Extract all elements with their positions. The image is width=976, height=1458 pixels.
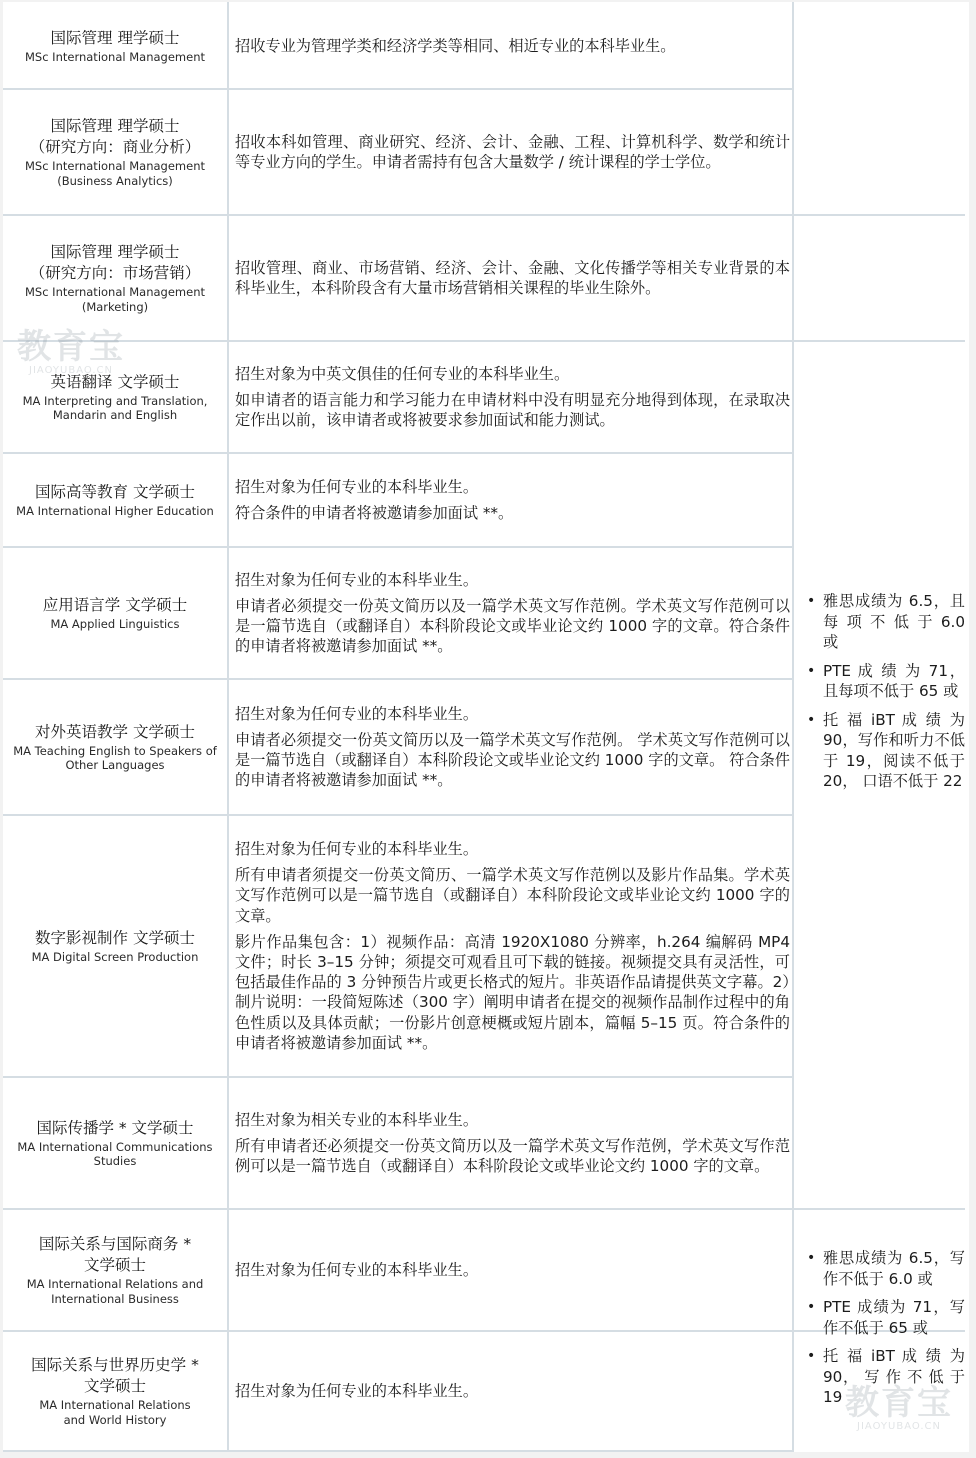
requirement-text: 招生对象为中英文俱佳的任何专业的本科毕业生。 bbox=[235, 364, 570, 383]
language-requirement-item: • 雅思成绩为 6.5，写作不低于 6.0 或 bbox=[807, 1249, 965, 1288]
bullet-icon: • bbox=[807, 1348, 816, 1364]
requirements-cell bbox=[235, 1208, 790, 1332]
requirement-text: 招生对象为任何专业的本科毕业生。 bbox=[235, 704, 478, 723]
language-requirement-item: • 托 福 iBT 成 绩 为 90，写作和听力不低于 19，阅读不低于 20， 口语不低于 22 bbox=[807, 710, 965, 790]
program-name-cn: 应用语言学 文学硕士 bbox=[42, 595, 188, 614]
requirements-cell bbox=[235, 88, 790, 216]
language-requirement-item: • PTE 成绩为 71，写作不低于 65 或 bbox=[807, 1298, 965, 1337]
requirement-text: 申请者必须提交一份英文简历以及一篇学术英文写作范例。学术英文写作范例可以是一篇节选自（或翻译自）本科阶段论文或毕业论文约 1000 字的文章。符合条件的申请者将被邀请参加面试 **。 bbox=[235, 596, 790, 656]
requirement-text: 招收管理、商业、市场营销、经济、会计、金融、文化传播学等相关专业背景的本科毕业生，本科阶段含有大量市场营销相关课程的毕业生除外。 bbox=[235, 258, 790, 297]
program-name-cn: 数字影视制作 文学硕士 bbox=[35, 928, 195, 947]
program-name-cn: 国际关系与国际商务 * 文学硕士 bbox=[38, 1235, 192, 1274]
requirements-cell bbox=[235, 678, 790, 816]
program-name-cn: 国际管理 理学硕士 （研究方向：市场营销） bbox=[29, 243, 201, 282]
requirement-text: 符合条件的申请者将被邀请参加面试 **。 bbox=[235, 504, 514, 522]
program-name-en: MA International Higher Education bbox=[16, 503, 214, 518]
program-name-cell bbox=[3, 340, 227, 454]
bullet-icon: • bbox=[807, 662, 816, 679]
program-name-cell bbox=[3, 1330, 227, 1452]
program-name-en: MA Teaching English to Speakers of Other Languages bbox=[13, 743, 217, 772]
program-name-cn: 国际传播学 * 文学硕士 bbox=[36, 1118, 194, 1137]
program-name-cell bbox=[3, 2, 227, 90]
admission-requirements-table bbox=[3, 2, 969, 1452]
program-name-en: MSc International Management (Marketing) bbox=[24, 285, 205, 314]
program-name-en: MA International Communications Studies bbox=[17, 1139, 213, 1168]
bullet-icon: • bbox=[807, 711, 816, 728]
requirement-text: 招收专业为管理学类和经济学类等相同、相近专业的本科毕业生。 bbox=[235, 36, 676, 55]
requirement-text: 招收本科如管理、商业研究、经济、会计、金融、工程、计算机科学、数学和统计等专业方向的学生。申请者需持有包含大量数学 / 统计课程的学士学位。 bbox=[235, 132, 790, 171]
requirements-cell bbox=[235, 814, 790, 1078]
program-name-cell bbox=[3, 88, 227, 216]
program-name-cell bbox=[3, 546, 227, 680]
language-requirements-cell bbox=[799, 1248, 965, 1416]
requirements-cell bbox=[235, 452, 790, 548]
program-name-cn: 国际管理 理学硕士 （研究方向：商业分析） bbox=[29, 117, 201, 156]
requirement-text: 招生对象为任何专业的本科毕业生。 bbox=[235, 839, 478, 858]
program-name-cell bbox=[3, 452, 227, 548]
bullet-icon: • bbox=[807, 1299, 816, 1315]
requirement-text: 所有申请者须提交一份英文简历、一篇学术英文写作范例以及影片作品集。学术英文写作范例可以是一篇节选自（或翻译自）本科阶段论文或毕业论文约 1000 字的文章。 bbox=[235, 866, 790, 925]
requirement-text: 招生对象为任何专业的本科毕业生。 bbox=[235, 477, 478, 496]
requirement-text: 招生对象为任何专业的本科毕业生。 bbox=[235, 1381, 478, 1400]
bullet-icon: • bbox=[807, 593, 816, 609]
program-name-cn: 国际关系与世界历史学 * 文学硕士 bbox=[31, 1356, 199, 1395]
program-name-en: MA Digital Screen Production bbox=[31, 949, 199, 964]
requirements-cell bbox=[235, 2, 790, 90]
requirement-text: 申请者必须提交一份英文简历以及一篇学术英文写作范例。 学术英文写作范例可以是一篇节选自（或翻译自）本科阶段论文或毕业论文约 1000 字的文章。 符合条件的申请者将被邀请参加面试 **。 bbox=[235, 730, 790, 790]
program-name-cell bbox=[3, 1208, 227, 1332]
program-name-en: MA International Relations and World History bbox=[39, 1398, 191, 1427]
requirements-cell bbox=[235, 1330, 790, 1452]
program-name-en: MSc International Management (Business Analytics) bbox=[24, 159, 205, 188]
program-name-cn: 国际高等教育 文学硕士 bbox=[35, 482, 195, 501]
language-requirement-item: • PTE 成 绩 为 71，且每项不低于 65 或 bbox=[807, 661, 965, 700]
program-name-cell bbox=[3, 1076, 227, 1210]
bullet-icon: • bbox=[807, 1250, 816, 1266]
program-name-en: MA Interpreting and Translation, Mandarin and English bbox=[22, 393, 208, 422]
program-name-en: MA International Relations and International Business bbox=[26, 1277, 204, 1306]
program-name-en: MA Applied Linguistics bbox=[50, 616, 180, 631]
program-name-cell bbox=[3, 814, 227, 1078]
language-requirement-item: • 托 福 iBT 成 绩 为 90， 写 作 不 低 于 19 bbox=[807, 1347, 965, 1406]
requirement-text: 所有申请者还必须提交一份英文简历以及一篇学术英文写作范例，学术英文写作范例可以是一篇节选自（或翻译自）本科阶段论文或毕业论文约 1000 字的文章。 bbox=[235, 1136, 790, 1176]
program-name-cn: 对外英语教学 文学硕士 bbox=[35, 722, 195, 741]
watermark-logo: 教育宝 JIAOYUBAO.CN bbox=[845, 1383, 953, 1432]
requirement-text: 招生对象为任何专业的本科毕业生。 bbox=[235, 570, 478, 589]
language-requirements-cell bbox=[799, 591, 965, 800]
program-name-cell bbox=[3, 214, 227, 342]
requirement-text: 影片作品集包含：1）视频作品：高清 1920X1080 分辨率，h.264 编解码 MP4 文件；时长 3–15 分钟；须提交可观看且可下载的链接。视频提交具有灵活性，可包括最佳作品的 3 分钟预告片或更长格式的短片。非英语作品请提供英文字幕。2）制片说明：一段简短陈述（300 字）阐明申请者在提交的视频作品制作过程中的角色性质以及具体贡献；一份影片创意梗概或短片剧本，篇幅 5–15 页。符合条件的申请者将被邀请参加面试 **。 bbox=[235, 932, 790, 1052]
requirement-text: 如申请者的语言能力和学习能力在申请材料中没有明显充分地得到体现，在录取决定作出以前，该申请者或将被要求参加面试和能力测试。 bbox=[235, 390, 790, 430]
requirement-text: 招生对象为任何专业的本科毕业生。 bbox=[235, 1260, 478, 1279]
program-name-en: MSc International Management bbox=[24, 49, 205, 64]
requirements-cell bbox=[235, 340, 790, 454]
program-name-cn: 英语翻译 文学硕士 bbox=[50, 372, 180, 391]
requirements-cell bbox=[235, 1076, 790, 1210]
requirements-cell bbox=[235, 214, 790, 342]
watermark-logo: 教育宝 JIAOYUBAO.CN bbox=[17, 327, 125, 376]
program-name-cell bbox=[3, 678, 227, 816]
requirements-cell bbox=[235, 546, 790, 680]
program-name-cn: 国际管理 理学硕士 bbox=[50, 28, 180, 47]
requirement-text: 招生对象为相关专业的本科毕业生。 bbox=[235, 1110, 478, 1129]
language-requirement-item: • 雅思成绩为 6.5，且 每 项 不 低 于 6.0 或 bbox=[807, 592, 965, 651]
